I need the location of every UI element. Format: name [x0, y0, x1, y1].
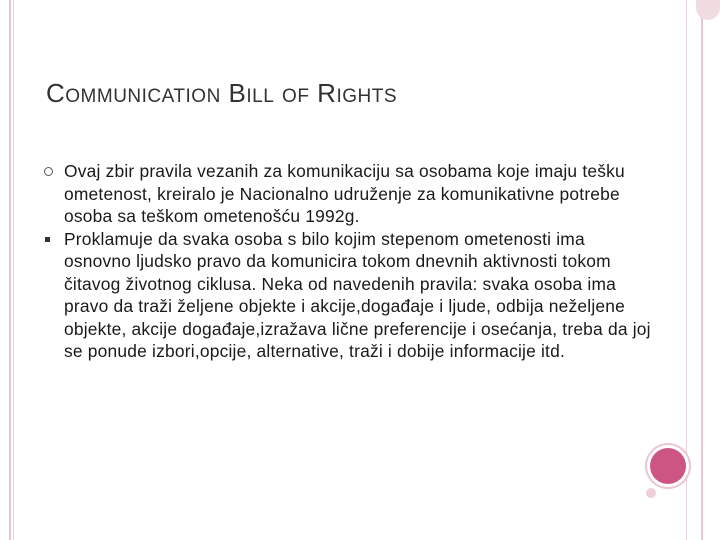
decorative-circle — [650, 448, 686, 484]
decorative-top-tab — [696, 0, 720, 20]
title-cap-c: C — [46, 78, 66, 108]
title-word-bill: ILL — [246, 86, 275, 107]
bullet-item — [44, 160, 654, 228]
bullet-text: Proklamuje da svaka osoba s bilo kojim stepenom ometenosti ima osnovno ljudsko pravo da komunicira tokom dnevnih aktivnosti tokom čitavog životnog ciklusa. Neka od navedenih pravila: svaka osoba ima pravo da traži željene objekte i akcije,događaje i ljude, odbija neželjene objekte, akcije događaje,izražava lične preferencije i osećanja, treba da joj se ponude izbori,opcije, alternative, traži i dobije informacije itd. — [64, 228, 651, 361]
slide-title — [46, 78, 397, 109]
title-word-rights: IGHTS — [336, 86, 398, 107]
bullet-item — [44, 228, 654, 363]
bullet-text: Ovaj zbir pravila vezanih za komunikaciju sa osobama koje imaju tešku ometenost, kreiralo je Nacionalno udruženje za komunikativne potrebe osoba sa teškom ometenošću 1992g. — [64, 161, 625, 226]
circle-bullet-icon — [44, 160, 64, 182]
square-bullet-icon — [44, 228, 64, 250]
title-word-of: OF — [282, 86, 310, 107]
decorative-small-circle — [646, 488, 656, 498]
title-word-communication: OMMUNICATION — [65, 86, 221, 107]
bullet-list — [44, 160, 654, 363]
title-cap-r: R — [317, 78, 337, 108]
title-cap-b: B — [228, 78, 247, 108]
